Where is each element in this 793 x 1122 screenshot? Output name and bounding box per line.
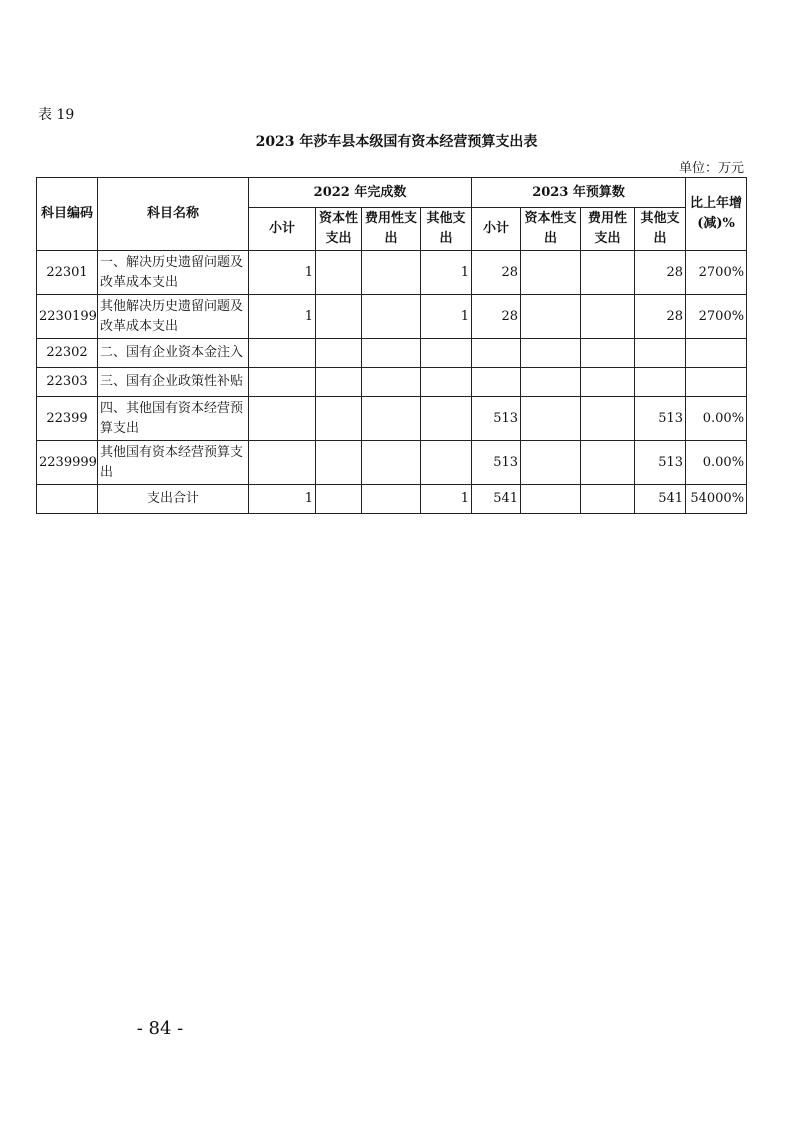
total-other-2022: 1 xyxy=(421,485,472,514)
total-change: 54000% xyxy=(686,485,747,514)
row-subtotal-2022 xyxy=(249,339,316,368)
row-capital-2023 xyxy=(521,295,581,339)
total-code xyxy=(37,485,98,514)
table-row xyxy=(37,339,747,368)
header-capital-2022: 资本性支出 xyxy=(316,208,362,251)
row-code: 22302 xyxy=(37,339,98,368)
table-row xyxy=(37,251,747,295)
total-expense-2023 xyxy=(581,485,635,514)
header-expense-2022: 费用性支出 xyxy=(362,208,421,251)
row-code: 22301 xyxy=(37,251,98,295)
row-expense-2022 xyxy=(362,441,421,485)
row-other-2022 xyxy=(421,441,472,485)
row-name: 二、国有企业资本金注入 xyxy=(98,339,249,368)
row-expense-2022 xyxy=(362,339,421,368)
row-expense-2023 xyxy=(581,251,635,295)
page-title: 2023 年莎车县本级国有资本经营预算支出表 xyxy=(255,134,538,150)
row-capital-2022 xyxy=(316,441,362,485)
row-subtotal-2022: 1 xyxy=(249,251,316,295)
row-capital-2022 xyxy=(316,368,362,397)
total-capital-2023 xyxy=(521,485,581,514)
row-subtotal-2022 xyxy=(249,368,316,397)
row-capital-2023 xyxy=(521,339,581,368)
row-expense-2023 xyxy=(581,441,635,485)
row-other-2023 xyxy=(635,339,686,368)
row-capital-2023 xyxy=(521,251,581,295)
row-code: 2230199 xyxy=(37,295,98,339)
row-expense-2022 xyxy=(362,397,421,441)
table-row xyxy=(37,368,747,397)
header-subtotal-2022: 小计 xyxy=(249,208,316,251)
row-subtotal-2023: 513 xyxy=(472,441,521,485)
row-subtotal-2023: 28 xyxy=(472,251,521,295)
row-other-2023: 513 xyxy=(635,397,686,441)
header-other-2023: 其他支出 xyxy=(635,208,686,251)
row-code: 22303 xyxy=(37,368,98,397)
total-capital-2022 xyxy=(316,485,362,514)
row-other-2023 xyxy=(635,368,686,397)
page-number: - 84 - xyxy=(136,1018,184,1039)
row-other-2022 xyxy=(421,397,472,441)
row-other-2022: 1 xyxy=(421,295,472,339)
row-other-2023: 513 xyxy=(635,441,686,485)
row-expense-2023 xyxy=(581,397,635,441)
total-row xyxy=(37,485,747,514)
header-name: 科目名称 xyxy=(98,178,249,251)
header-2023-budget: 2023 年预算数 xyxy=(472,178,686,208)
row-other-2022: 1 xyxy=(421,251,472,295)
total-subtotal-2023: 541 xyxy=(472,485,521,514)
table-row xyxy=(37,441,747,485)
row-subtotal-2023: 513 xyxy=(472,397,521,441)
row-subtotal-2023 xyxy=(472,339,521,368)
row-change: 0.00% xyxy=(686,397,747,441)
row-capital-2023 xyxy=(521,397,581,441)
row-subtotal-2022 xyxy=(249,397,316,441)
row-name: 其他解决历史遗留问题及改革成本支出 xyxy=(98,295,249,339)
row-capital-2022 xyxy=(316,339,362,368)
header-capital-2023: 资本性支出 xyxy=(521,208,581,251)
header-subtotal-2023: 小计 xyxy=(472,208,521,251)
row-change xyxy=(686,339,747,368)
row-code: 2239999 xyxy=(37,441,98,485)
table-row xyxy=(37,397,747,441)
table-label: 表 19 xyxy=(38,107,75,123)
header-code: 科目编码 xyxy=(37,178,98,251)
row-name: 四、其他国有资本经营预算支出 xyxy=(98,397,249,441)
row-subtotal-2023 xyxy=(472,368,521,397)
row-change: 2700% xyxy=(686,251,747,295)
row-change xyxy=(686,368,747,397)
row-change: 0.00% xyxy=(686,441,747,485)
row-capital-2022 xyxy=(316,251,362,295)
row-capital-2023 xyxy=(521,441,581,485)
row-capital-2023 xyxy=(521,368,581,397)
header-change: 比上年增(减)% xyxy=(686,178,747,251)
row-subtotal-2022: 1 xyxy=(249,295,316,339)
table-row xyxy=(37,295,747,339)
row-other-2023: 28 xyxy=(635,295,686,339)
row-name: 其他国有资本经营预算支出 xyxy=(98,441,249,485)
row-expense-2023 xyxy=(581,339,635,368)
row-expense-2023 xyxy=(581,295,635,339)
row-other-2022 xyxy=(421,339,472,368)
total-other-2023: 541 xyxy=(635,485,686,514)
row-capital-2022 xyxy=(316,295,362,339)
header-2022-actual: 2022 年完成数 xyxy=(249,178,472,208)
row-subtotal-2022 xyxy=(249,441,316,485)
row-name: 三、国有企业政策性补贴 xyxy=(98,368,249,397)
total-expense-2022 xyxy=(362,485,421,514)
total-label: 支出合计 xyxy=(98,485,249,514)
unit-label: 单位：万元 xyxy=(678,161,744,176)
row-other-2023: 28 xyxy=(635,251,686,295)
header-expense-2023: 费用性支出 xyxy=(581,208,635,251)
total-subtotal-2022: 1 xyxy=(249,485,316,514)
row-capital-2022 xyxy=(316,397,362,441)
row-expense-2022 xyxy=(362,295,421,339)
row-expense-2022 xyxy=(362,251,421,295)
row-other-2022 xyxy=(421,368,472,397)
row-change: 2700% xyxy=(686,295,747,339)
row-name: 一、解决历史遗留问题及改革成本支出 xyxy=(98,251,249,295)
row-expense-2023 xyxy=(581,368,635,397)
budget-table xyxy=(36,177,747,514)
row-code: 22399 xyxy=(37,397,98,441)
row-subtotal-2023: 28 xyxy=(472,295,521,339)
row-expense-2022 xyxy=(362,368,421,397)
header-other-2022: 其他支出 xyxy=(421,208,472,251)
